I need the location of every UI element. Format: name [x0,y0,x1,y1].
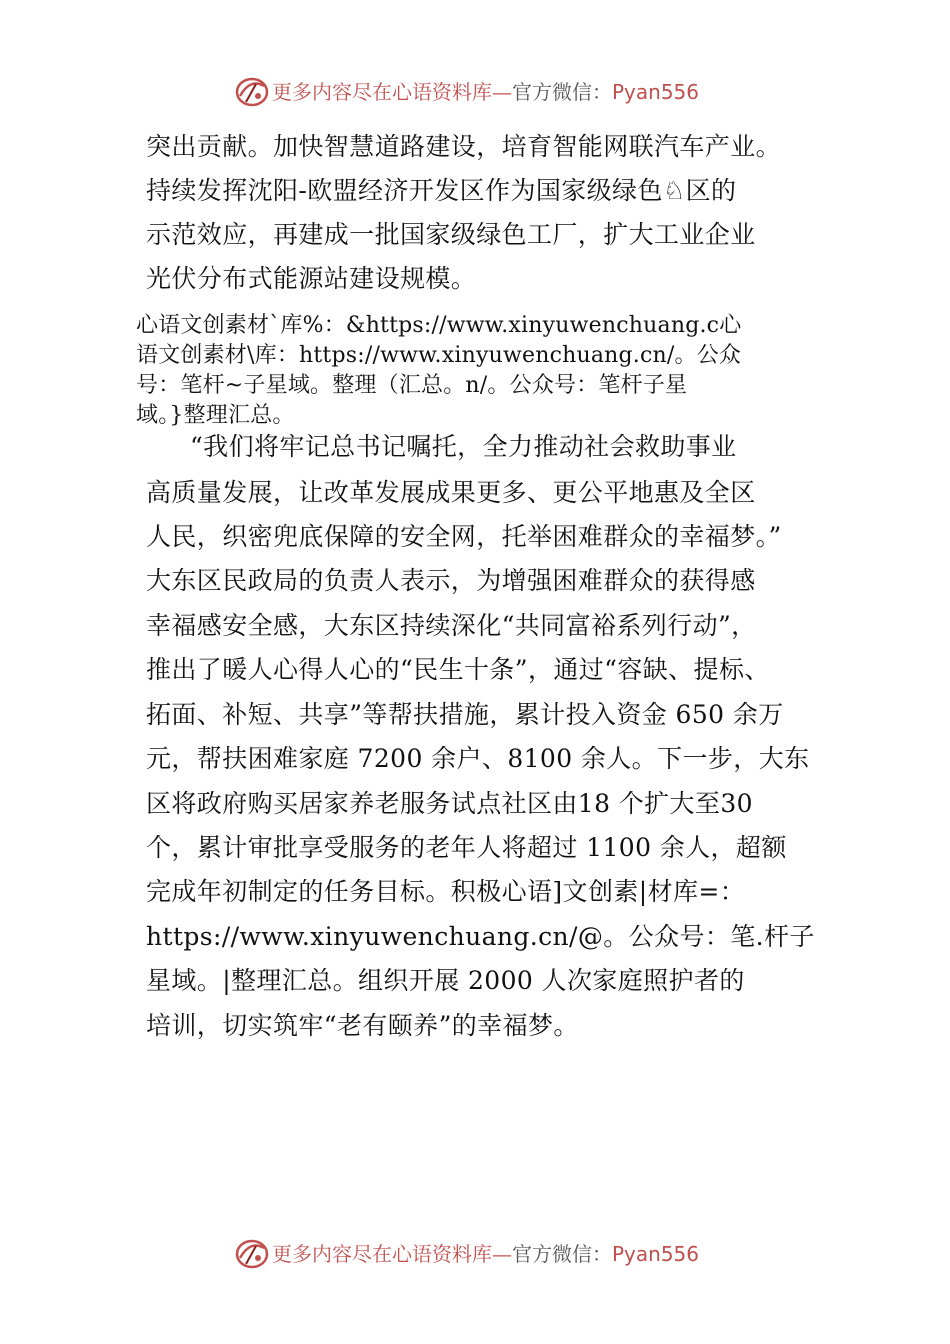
text-line: 持续发挥沈阳-欧盟经济开发区作为国家级绿色♘区的 [146,176,737,205]
text-line: 星域。|整理汇总。组织开展 2000 人次家庭照护者的 [146,966,745,995]
wechat-id: Pyan556 [612,80,700,104]
text-line: 拓面、补短、共享”等帮扶措施，累计投入资金 650 余万 [146,700,784,729]
text-line: 元，帮扶困难家庭 7200 余户、8100 余人。下一步，大东 [146,744,810,773]
text-line: 区将政府购买居家养老服务试点社区由18 个扩大至30 [146,789,753,818]
brand-logo-icon [232,74,272,110]
text-line: 幸福感安全感，大东区持续深化“共同富裕系列行动”， [146,611,757,640]
watermark-line: 心语文创素材`库%：&https://www.xinyuwenchuang.c心 [136,313,742,338]
watermark-line: 语文创素材\库：https://www.xinyuwenchuang.cn/。公众 [136,343,742,368]
text-line: 人民，织密兜底保障的安全网，托举困难群众的幸福梦。” [146,522,782,551]
text-line: 大东区民政局的负责人表示，为增强困难群众的获得感 [146,566,756,595]
text-line: 完成年初制定的任务目标。积极心语]文创素|材库=： [146,877,746,906]
text-line: 突出贡献。加快智慧道路建设，培育智能网联汽车产业。 [146,132,782,161]
banner-separator: — [492,80,512,104]
wechat-id: Pyan556 [612,1242,700,1266]
wechat-label: 官方微信： [512,80,612,104]
text-line: 高质量发展，让改革发展成果更多、更公平地惠及全区 [146,478,756,507]
text-line: 培训，切实筑牢“老有颐养”的幸福梦。 [146,1011,579,1040]
banner-main-text: 更多内容尽在心语资料库 [272,80,492,104]
banner-text [272,1240,699,1268]
banner-main-text: 更多内容尽在心语资料库 [272,1242,492,1266]
watermark-line: 号：笔杆~子星域。整理（汇总。n/。公众号：笔杆子星 [136,373,688,398]
text-line: 光伏分布式能源站建设规模。 [146,264,477,293]
text-line: 推出了暖人心得人心的“民生十条”，通过“容缺、提标、 [146,655,770,684]
wechat-label: 官方微信： [512,1242,612,1266]
watermark-line: 域。}整理汇总。 [136,403,295,428]
text-line: https://www.xinyuwenchuang.cn/@。公众号：笔.杆子 [146,922,815,951]
text-line: “我们将牢记总书记嘱托，全力推动社会救助事业 [190,432,737,461]
text-line: 个，累计审批享受服务的老年人将超过 1100 余人，超额 [146,833,787,862]
header-banner [0,70,950,114]
brand-logo-icon [232,1236,272,1272]
text-line: 示范效应，再建成一批国家级绿色工厂，扩大工业企业 [146,220,756,249]
banner-separator: — [492,1242,512,1266]
banner-text [272,78,699,106]
footer-banner [0,1232,950,1276]
